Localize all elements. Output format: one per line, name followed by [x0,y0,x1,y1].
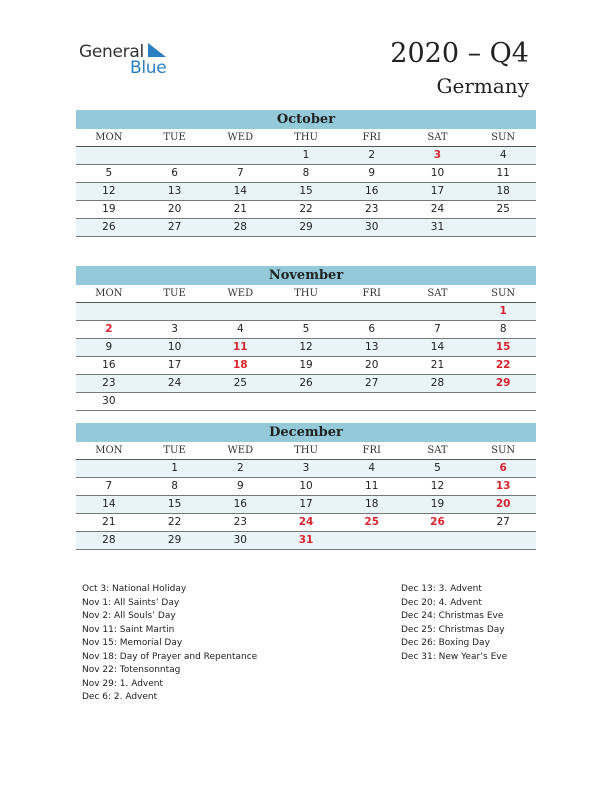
day-cell [142,393,208,410]
weekday-label: TUE [163,288,186,299]
day-cell: 12 [430,480,445,492]
weekday-label: WED [227,445,254,456]
day-cell: 18 [365,498,379,510]
week-row [76,478,536,496]
day-cell [273,393,339,410]
holiday-note: Dec 6: 2. Advent [82,692,158,702]
weekday-label: TUE [163,132,186,143]
holiday-day-cell: 20 [495,498,511,510]
day-cell: 16 [233,498,247,510]
day-cell: 4 [368,462,376,474]
day-cell: 6 [171,167,178,179]
day-cell: 28 [233,221,247,233]
day-cell [405,393,471,410]
logo-text-blue: Blue [130,58,167,78]
weekday-label: FRI [362,445,381,456]
day-cell [339,532,405,549]
day-cell: 8 [171,480,178,492]
day-cell [207,303,273,320]
month-title: November [76,266,536,285]
day-cell: 7 [105,480,113,492]
holiday-note: Nov 15: Memorial Day [82,638,183,648]
holiday-day-cell: 22 [495,359,511,371]
day-cell: 15 [167,498,182,510]
week-row [76,303,536,321]
day-cell: 9 [236,480,244,492]
day-cell: 26 [299,377,313,389]
weekday-header-row [76,442,536,460]
weekday-label: SUN [491,445,516,456]
holiday-note: Nov 2: All Souls’ Day [82,611,176,621]
week-row [76,201,536,219]
day-cell: 5 [434,462,441,474]
holiday-day-cell: 25 [364,516,380,528]
week-row [76,321,536,339]
weekday-label: THU [294,288,318,299]
weekday-label: MON [95,445,123,456]
holiday-day-cell: 29 [495,377,511,389]
day-cell: 15 [299,185,313,197]
day-cell [470,532,536,549]
day-cell: 9 [368,167,376,179]
day-cell: 23 [365,203,379,215]
day-cell: 21 [430,359,445,371]
weekday-label: SUN [491,132,516,143]
day-cell: 10 [167,341,182,353]
day-cell: 19 [299,359,313,371]
day-cell: 27 [496,516,510,528]
day-cell: 24 [430,203,445,215]
holiday-note: Dec 25: Christmas Day [401,624,505,635]
day-cell [339,303,405,320]
day-cell: 28 [102,534,116,546]
day-cell: 2 [368,149,376,161]
week-row [76,496,536,514]
day-cell: 13 [167,185,182,197]
weekday-label: SAT [427,132,448,143]
week-rows [76,147,536,237]
day-cell: 3 [302,462,310,474]
day-cell: 2 [236,462,244,474]
weekday-label: FRI [362,132,381,143]
month-title: October [76,110,536,129]
weekday-label: MON [95,288,123,299]
day-cell: 21 [233,203,247,215]
day-cell [405,303,471,320]
day-cell: 17 [430,185,445,197]
day-cell [470,219,536,236]
weekday-label: SAT [427,445,448,456]
day-cell: 16 [102,359,116,371]
page-title: 2020 – Q4 [390,38,529,69]
week-row [76,219,536,237]
generalblue-logo [79,40,189,80]
weekday-label: THU [294,132,318,143]
week-row [76,532,536,550]
weekday-label: THU [294,445,318,456]
holiday-day-cell: 11 [232,341,248,353]
day-cell: 9 [105,341,113,353]
weekday-header-row [76,129,536,147]
day-cell: 12 [299,341,313,353]
weekday-label: WED [227,132,254,143]
day-cell [470,393,536,410]
day-cell: 1 [302,149,310,161]
day-cell [339,393,405,410]
day-cell: 31 [430,221,445,233]
week-row [76,514,536,532]
day-cell: 8 [302,167,310,179]
week-row [76,460,536,478]
holiday-note: Dec 13: 3. Advent [401,584,482,594]
day-cell: 25 [233,377,247,389]
day-cell: 20 [167,203,182,215]
holiday-note: Nov 22: Totensonntag [82,665,181,675]
holiday-note: Nov 29: 1. Advent [82,678,164,689]
week-rows [76,460,536,550]
holiday-notes-right [401,583,507,664]
day-cell [76,303,142,320]
logo-text-general: General [79,42,144,62]
day-cell: 12 [102,185,116,197]
day-cell [76,460,142,477]
day-cell: 23 [102,377,116,389]
weekday-label: TUE [163,445,186,456]
holiday-day-cell: 3 [433,149,442,161]
holiday-day-cell: 1 [499,305,507,317]
day-cell: 3 [171,323,178,335]
day-cell [76,147,142,164]
holiday-note: Nov 18: Day of Prayer and Repentance [82,651,258,662]
week-row [76,339,536,357]
day-cell: 13 [365,341,379,353]
holiday-day-cell: 2 [105,323,113,335]
logo-flag-icon [148,43,166,57]
holiday-notes-left [82,583,257,705]
week-rows [76,303,536,411]
weekday-label: SUN [491,288,516,299]
day-cell: 4 [499,149,507,161]
day-cell [142,147,208,164]
day-cell [142,303,208,320]
day-cell: 10 [430,167,445,179]
holiday-day-cell: 31 [298,534,314,546]
day-cell: 8 [499,323,507,335]
day-cell: 7 [434,323,441,335]
holiday-note: Dec 31: New Year’s Eve [401,651,508,662]
weekday-label: WED [227,288,254,299]
day-cell: 30 [233,534,247,546]
day-cell: 28 [430,377,445,389]
holiday-note: Dec 20: 4. Advent [401,597,482,608]
day-cell: 19 [102,203,116,215]
day-cell: 18 [496,185,510,197]
holiday-note: Oct 3: National Holiday [82,584,187,594]
day-cell: 1 [171,462,178,474]
day-cell: 14 [430,341,445,353]
holiday-day-cell: 15 [495,341,511,353]
day-cell: 14 [233,185,247,197]
country-name: Germany [436,74,529,98]
day-cell: 5 [302,323,310,335]
weekday-label: MON [95,132,123,143]
holiday-note: Dec 26: Boxing Day [401,638,490,648]
day-cell: 24 [167,377,182,389]
day-cell [405,532,471,549]
holiday-day-cell: 13 [495,480,511,492]
day-cell: 27 [167,221,182,233]
weekday-label: SAT [427,288,448,299]
day-cell: 6 [368,323,376,335]
day-cell [273,303,339,320]
month-november [76,266,536,411]
day-cell: 22 [299,203,313,215]
day-cell: 5 [105,167,113,179]
day-cell: 19 [430,498,445,510]
day-cell: 11 [365,480,379,492]
day-cell: 14 [102,498,116,510]
weekday-header-row [76,285,536,303]
day-cell: 22 [167,516,182,528]
week-row [76,147,536,165]
holiday-note: Dec 24: Christmas Eve [401,611,504,621]
day-cell: 16 [365,185,379,197]
day-cell: 29 [167,534,182,546]
holiday-day-cell: 18 [232,359,248,371]
holiday-note: Nov 1: All Saints’ Day [82,597,180,608]
day-cell: 17 [299,498,313,510]
day-cell: 27 [365,377,379,389]
day-cell: 29 [299,221,313,233]
day-cell: 7 [236,167,244,179]
holiday-note: Nov 11: Saint Martin [82,624,175,635]
month-october [76,110,536,237]
day-cell: 30 [102,395,116,407]
day-cell: 25 [496,203,510,215]
day-cell: 10 [299,480,313,492]
month-title: December [76,423,536,442]
day-cell: 20 [365,359,379,371]
holiday-day-cell: 6 [499,462,507,474]
day-cell: 30 [365,221,379,233]
day-cell: 11 [496,167,510,179]
day-cell: 4 [236,323,244,335]
day-cell: 23 [233,516,247,528]
week-row [76,357,536,375]
day-cell: 17 [167,359,182,371]
day-cell: 26 [102,221,116,233]
holiday-day-cell: 24 [298,516,314,528]
holiday-day-cell: 26 [430,516,445,528]
week-row [76,183,536,201]
month-december [76,423,536,550]
day-cell: 21 [102,516,116,528]
day-cell [207,393,273,410]
week-row [76,375,536,393]
week-row [76,393,536,411]
day-cell [207,147,273,164]
week-row [76,165,536,183]
weekday-label: FRI [362,288,381,299]
